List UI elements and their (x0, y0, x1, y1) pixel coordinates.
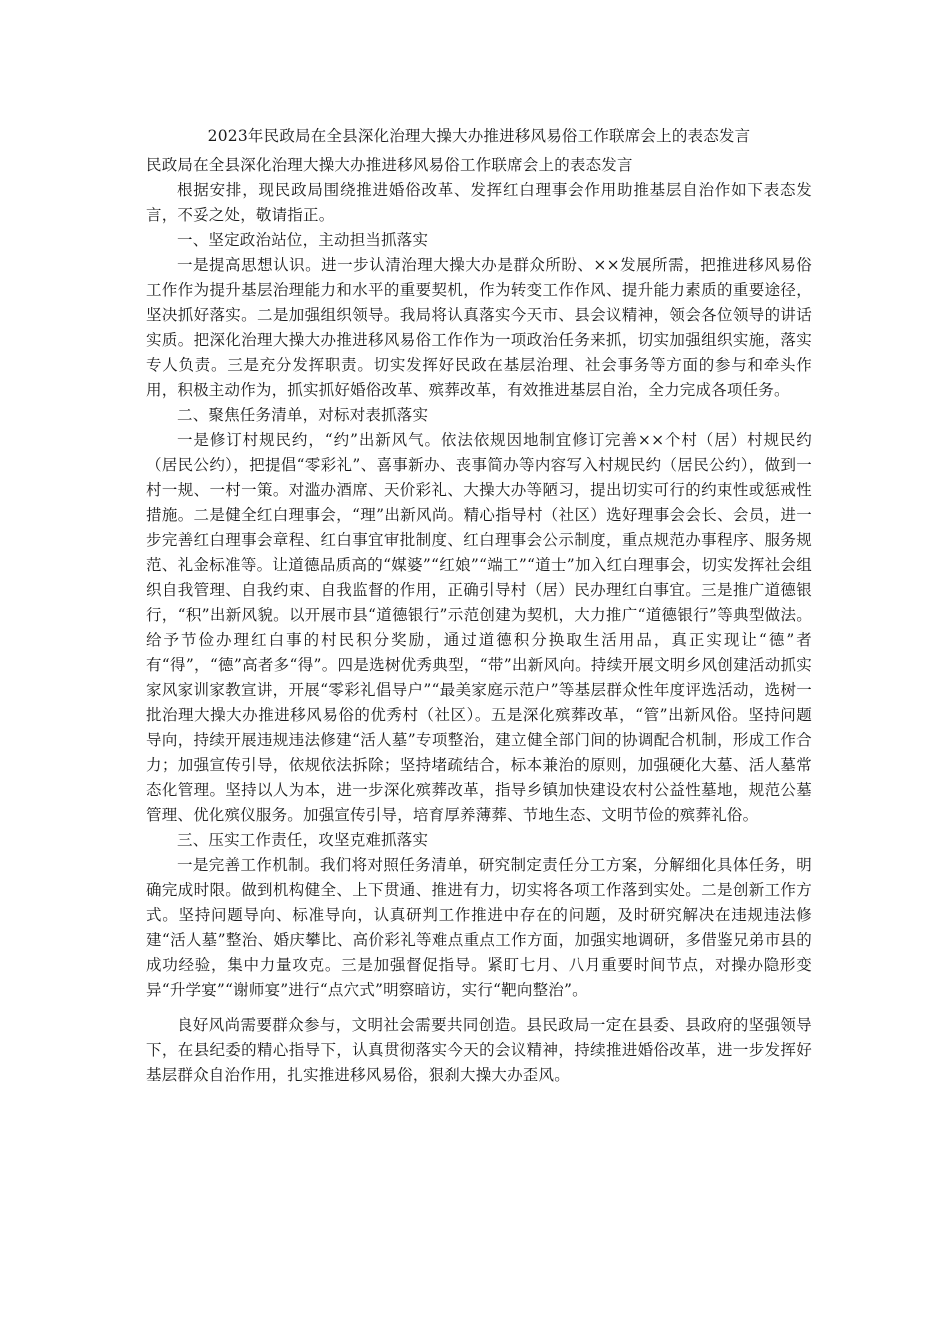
document-subtitle: 民政局在全县深化治理大操大办推进移风易俗工作联席会上的表态发言 (146, 156, 633, 174)
closing-paragraph: 良好风尚需要群众参与，文明社会需要共同创造。县民政局一定在县委、县政府的坚强领导下，在县纪委的精心指导下，认真贯彻落实今天的会议精神，持续推进婚俗改革，进一步发挥好基层群众自治作用，扎实推进移风易俗，狠刹大操大办歪风。 (146, 1016, 812, 1084)
section-heading-3: 三、压实工作责任，攻坚克难抓落实 (177, 831, 429, 849)
document-page (146, 124, 812, 1088)
section-heading-2: 二、聚焦任务清单，对标对表抓落实 (177, 406, 429, 424)
section-body-2: 一是修订村规民约，“约”出新风气。依法依规因地制宜修订完善××个村（居）村规民约（居民公约），把提倡“零彩礼”、喜事新办、丧事简办等内容写入村规民约（居民公约），做到一村一规、一村一策。对滥办酒席、天价彩礼、大操大办等陋习，提出切实可行的约束性或惩戒性措施。二是健全红白理事会，“理”出新风尚。精心指导村（社区）选好理事会会长、会员，进一步完善红白理事会章程、红白事宜审批制度、红白理事会公示制度，重点规范办事程序、服务规范、礼金标准等。让道德品质高的“媒婆”“红娘”“端工”“道士”加入红白理事会，切实发挥社会组织自我管理、自我约束、自我监督的作用，正确引导村（居）民办理红白事宜。三是推广道德银行，“积”出新风貌。以开展市县“道德银行”示范创建为契机，大力推广“道德银行”等典型做法。给予节俭办理红白事的村民积分奖励，通过道德积分换取生活用品，真正实现让“德”者有“得”，“德”高者多“得”。四是选树优秀典型，“带”出新风向。持续开展文明乡风创建活动抓实家风家训家教宣讲，开展“零彩礼倡导户”“最美家庭示范户”等基层群众性年度评选活动，选树一批治理大操大办推进移风易俗的优秀村（社区）。五是深化殡葬改革，“管”出新风俗。坚持问题导向，持续开展违规违法修建“活人墓”专项整治，建立健全部门间的协调配合机制，形成工作合力；加强宣传引导，依规依法拆除；坚持堵疏结合，标本兼治的原则，加强硬化大墓、活人墓常态化管理。坚持以人为本，进一步深化殡葬改革，指导乡镇加快建设农村公益性墓地，规范公墓管理、优化殡仪服务。加强宣传引导，培育厚养薄葬、节地生态、文明节俭的殡葬礼俗。 (146, 431, 812, 824)
section-body-1: 一是提高思想认识。进一步认清治理大操大办是群众所盼、××发展所需，把推进移风易俗工作作为提升基层治理能力和水平的重要契机，作为转变工作作风、提升能力素质的重要途径，坚决抓好落实。二是加强组织领导。我局将认真落实今天市、县会议精神，领会各位领导的讲话实质。把深化治理大操大办推进移风易俗工作作为一项政治任务来抓，切实加强组织实施，落实专人负责。三是充分发挥职责。切实发挥好民政在基层治理、社会事务等方面的参与和牵头作用，积极主动作为，抓实抓好婚俗改革、殡葬改革，有效推进基层自治，全力完成各项任务。 (146, 256, 812, 399)
section-body-3: 一是完善工作机制。我们将对照任务清单，研究制定责任分工方案，分解细化具体任务，明确完成时限。做到机构健全、上下贯通、推进有力，切实将各项工作落到实处。二是创新工作方式。坚持问题导向、标准导向，认真研判工作推进中存在的问题，及时研究解决在违规违法修建“活人墓”整治、婚庆攀比、高价彩礼等难点重点工作方面，加强实地调研，多借鉴兄弟市县的成功经验，集中力量攻克。三是加强督促指导。紧盯七月、八月重要时间节点，对操办隐形变异“升学宴”“谢师宴”进行“点穴式”明察暗访，实行“靶向整治”。 (146, 856, 812, 999)
document-title: 2023年民政局在全县深化治理大操大办推进移风易俗工作联席会上的表态发言 (207, 127, 751, 145)
intro-paragraph: 根据安排，现民政局围绕推进婚俗改革、发挥红白理事会作用助推基层自治作如下表态发言，不妥之处，敬请指正。 (146, 181, 812, 224)
section-heading-1: 一、坚定政治站位，主动担当抓落实 (177, 231, 429, 249)
